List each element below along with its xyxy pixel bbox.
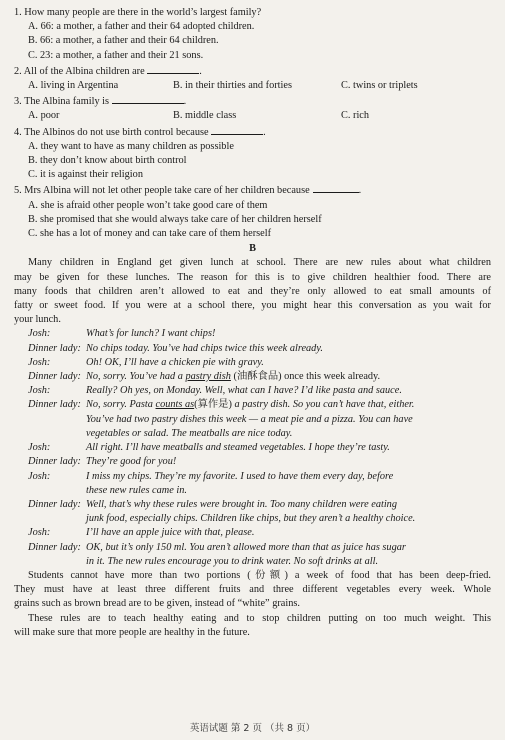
question-1-option-c: C. 23: a mother, a father and their 21 sons. — [28, 49, 204, 61]
question-3-stem: 3. The Albina family is . — [14, 93, 491, 109]
dialogue-line: Josh: All right. I’ll have meatballs and steamed vegetables. I hope they’re tasty. — [14, 441, 491, 455]
closing-paragraph-2: These rules are to teach healthy eating and to stop children putting on too much weight. This will make sure that more people are healthy in the future. — [14, 612, 491, 638]
speaker-josh: Josh: — [28, 470, 51, 482]
dialogue-line: Josh: I’ll have an apple juice with that, please. — [14, 526, 491, 540]
closing-paragraph-1: Students cannot have more than two portions (份额) a week of food that has been deep-fried. They must have at least three different fruits and three different vegetables every week. Whole grains such as brown bread are to be given, instead of “white” grains. — [14, 569, 491, 610]
question-3-option-a: A. poor — [28, 110, 60, 122]
glossed-term: pastry dish — [185, 371, 231, 383]
answer-blank — [211, 124, 263, 135]
question-5-stem: 5. Mrs Albina will not let other people take care of her children because . — [14, 182, 491, 198]
dialogue-line: Josh: I miss my chips. They’re my favorite. I used to have them every day, before these new rules came in. — [14, 470, 491, 498]
dialogue-line: Dinner lady: They’re good for you! — [14, 455, 491, 469]
section-label: B — [249, 243, 256, 255]
question-3-options — [28, 109, 491, 123]
question-2-option-c: C. twins or triplets — [341, 80, 418, 92]
question-1-option-a: A. 66: a mother, a father and their 64 adopted children. — [28, 21, 255, 33]
question-4-option-a: A. they want to have as many children as possible — [28, 140, 234, 152]
dialogue-line: Dinner lady: OK, but it’s only 150 ml. You aren’t allowed more than that as juice has sugar in it. The new rules encourage you to drink water. No soft drinks at all. — [14, 541, 491, 569]
question-2-option-a: A. living in Argentina — [28, 80, 119, 92]
question-1-option-b: B. 66: a mother, a father and their 64 children. — [28, 35, 219, 47]
dialogue-line: Josh: Oh! OK, I’ll have a chicken pie with gravy. — [14, 356, 491, 370]
speaker-josh: Josh: — [28, 356, 51, 368]
question-3-option-b: B. middle class — [173, 110, 237, 122]
speaker-josh: Josh: — [28, 527, 51, 539]
question-2-stem: 2. All of the Albina children are . — [14, 63, 491, 79]
speaker-dinner-lady: Dinner lady: — [28, 498, 81, 510]
question-1-stem: 1. How many people are there in the world’s largest family? — [14, 7, 262, 18]
question-5-option-c: C. she has a lot of money and can take care of them herself — [28, 228, 272, 240]
question-4-option-b: B. they don’t know about birth control — [28, 155, 187, 167]
speaker-josh: Josh: — [28, 328, 51, 340]
speaker-dinner-lady: Dinner lady: — [28, 399, 81, 411]
dialogue-line: Josh: Really? Oh yes, on Monday. Well, what can I have? I’d like pasta and sauce. — [14, 384, 491, 398]
speaker-dinner-lady: Dinner lady: — [28, 456, 81, 468]
answer-blank — [313, 182, 359, 193]
question-2-options — [28, 79, 491, 93]
speaker-dinner-lady: Dinner lady: — [28, 342, 81, 354]
dialogue-line: Dinner lady: No, sorry. Pasta counts as(算作是) a pastry dish. So you can’t have that, either. You’ve had two pastry dishes this week — a meat pie and a pizza. You can have vegetables or salad. The meatballs are nice today. — [14, 398, 491, 441]
question-5-option-a: A. she is afraid other people won’t take good care of them — [28, 199, 268, 211]
question-5-option-b: B. she promised that she would always take care of her children herself — [28, 213, 322, 225]
page-footer: 英语试题 第 2 页 （共 8 页） — [189, 723, 316, 734]
intro-paragraph: Many children in England get given lunch at school. There are new rules about what children may be given for these lunches. The reason for this is to give children healthier food. There are many foods that children aren’t allowed to eat and they’re only allowed to eat small amounts of fatty or sweet food. If you were at a school there, you might hear this conversation as you wait for your lunch. — [14, 257, 491, 326]
dialogue-line: Dinner lady: No, sorry. You’ve had a pastry dish (油酥食品) once this week already. — [14, 370, 491, 384]
speaker-dinner-lady: Dinner lady: — [28, 371, 81, 383]
question-4-stem: 4. The Albinos do not use birth control because . — [14, 124, 491, 140]
question-4-option-c: C. it is against their religion — [28, 169, 143, 181]
dialogue-line: Josh: What’s for lunch? I want chips! — [14, 327, 491, 341]
question-3-option-c: C. rich — [341, 110, 370, 122]
speaker-josh: Josh: — [28, 385, 51, 397]
dialogue-line: Dinner lady: No chips today. You’ve had chips twice this week already. — [14, 342, 491, 356]
dialogue — [14, 327, 491, 568]
question-2-option-b: B. in their thirties and forties — [173, 80, 292, 92]
glossed-term: counts as — [155, 399, 195, 411]
answer-blank — [147, 63, 199, 74]
speaker-josh: Josh: — [28, 442, 51, 454]
speaker-dinner-lady: Dinner lady: — [28, 541, 81, 553]
answer-blank — [112, 93, 184, 104]
dialogue-line: Dinner lady: Well, that’s why these rules were brought in. Too many children were eating junk food, especially chips. Children like chips, but they aren’t a healthy choice. — [14, 498, 491, 526]
